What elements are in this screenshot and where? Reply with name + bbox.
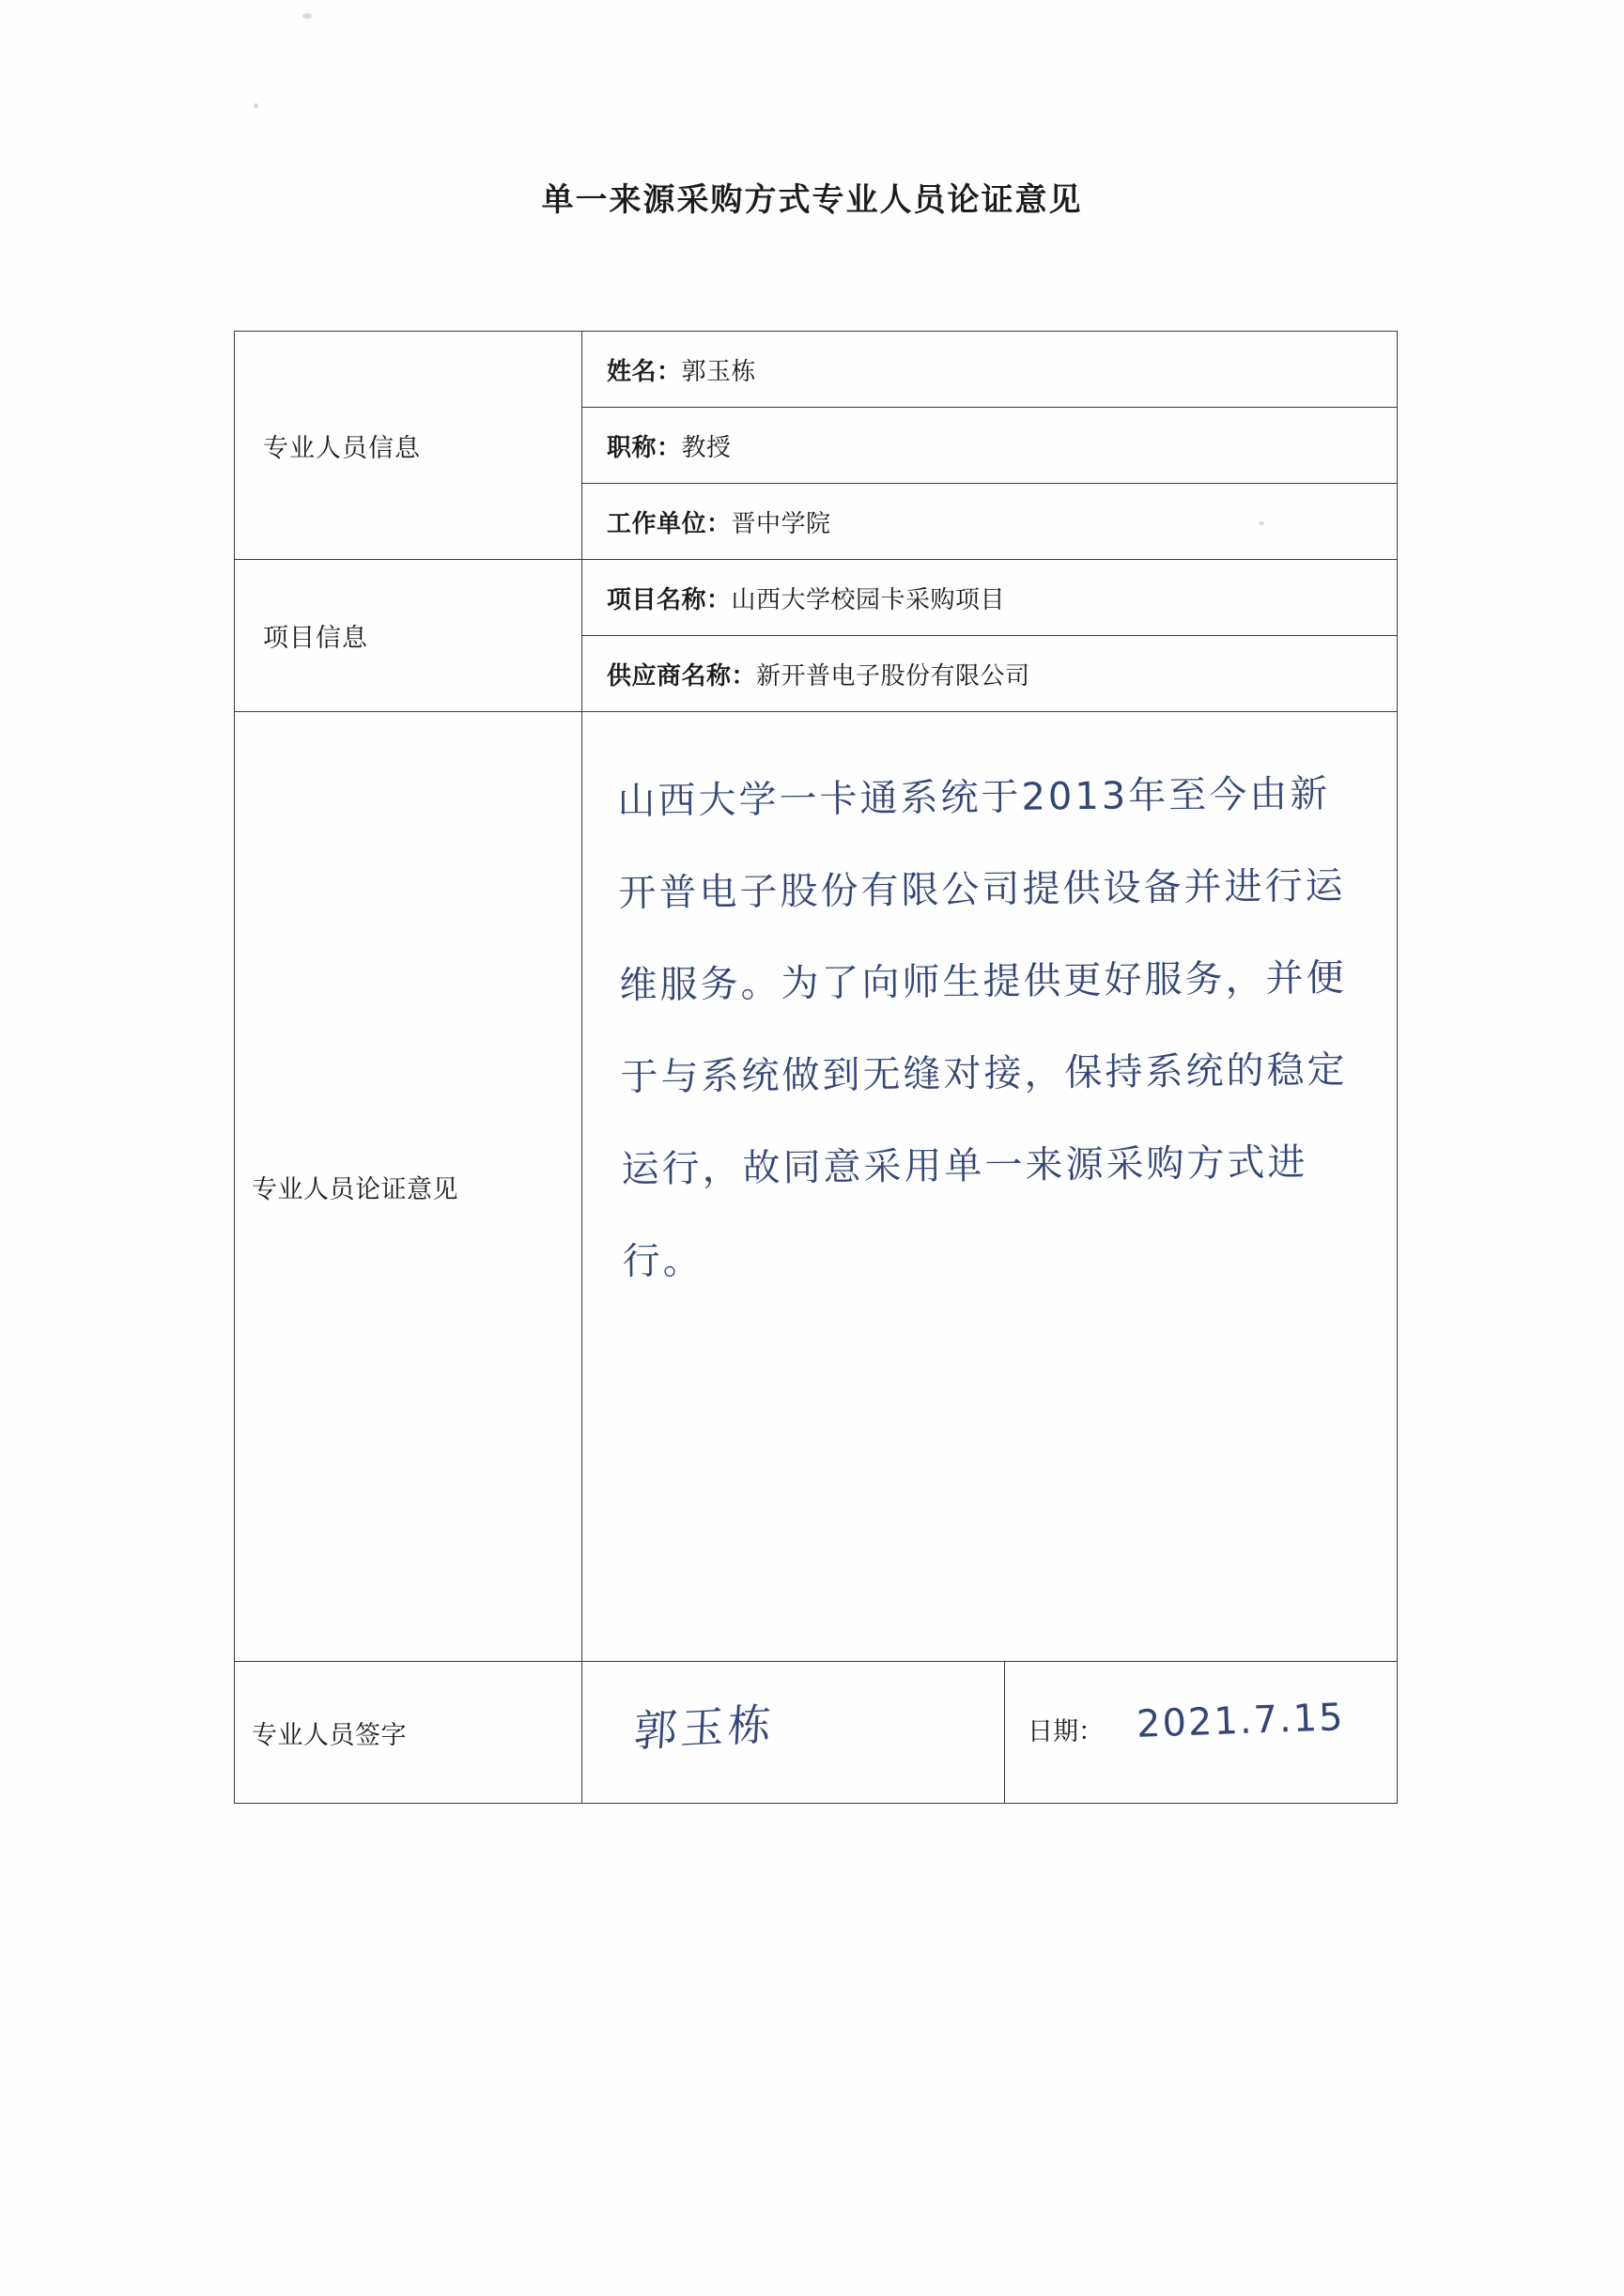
opinion-handwriting-cell (582, 712, 1398, 1662)
section-label-project-info: 项目信息 (235, 560, 582, 712)
supplier-name-cell (582, 636, 1398, 712)
table-row-project-name (235, 560, 1398, 636)
expert-title-cell (582, 408, 1398, 484)
expert-employer-value: 晋中学院 (731, 508, 831, 537)
supplier-name-key: 供应商名称： (607, 660, 757, 690)
expert-name-cell (582, 332, 1398, 408)
section-label-signature: 专业人员签字 (235, 1662, 582, 1804)
signature-handwritten: 郭玉栋 (632, 1698, 777, 1758)
expert-title-key: 职称： (607, 432, 682, 461)
date-cell (1005, 1662, 1398, 1804)
section-label-opinion: 专业人员论证意见 (235, 712, 582, 1662)
expert-name-key: 姓名： (607, 356, 682, 385)
project-name-value: 山西大学校园卡采购项目 (731, 584, 1006, 613)
opinion-form-table (234, 331, 1398, 1804)
scan-speck (254, 103, 258, 108)
signature-cell (582, 1662, 1005, 1804)
date-handwritten-value: 2021.7.15 (1136, 1696, 1346, 1746)
supplier-name-value: 新开普电子股份有限公司 (756, 660, 1030, 690)
expert-name-value: 郭玉栋 (681, 356, 757, 385)
scan-speck (302, 13, 312, 19)
project-name-cell (582, 560, 1398, 636)
table-row-opinion (235, 712, 1398, 1662)
expert-title-value: 教授 (681, 432, 732, 461)
section-label-expert-info: 专业人员信息 (235, 332, 582, 560)
expert-employer-cell (582, 484, 1398, 560)
project-name-key: 项目名称： (607, 584, 732, 613)
opinion-handwritten-text: 山西大学一卡通系统于2013年至今由新开普电子股份有限公司提供设备并进行运维服务。为了向师生提供更好服务，并便于与系统做到无缝对接，保持系统的稳定运行，故同意采用单一来源采购方式进行。 (617, 772, 1348, 1284)
table-row-expert-info (235, 332, 1398, 408)
page-title: 单一来源采购方式专业人员论证意见 (541, 182, 1083, 218)
table-row-signature (235, 1662, 1398, 1804)
date-label: 日期： (1028, 1717, 1104, 1745)
expert-employer-key: 工作单位： (607, 508, 732, 537)
